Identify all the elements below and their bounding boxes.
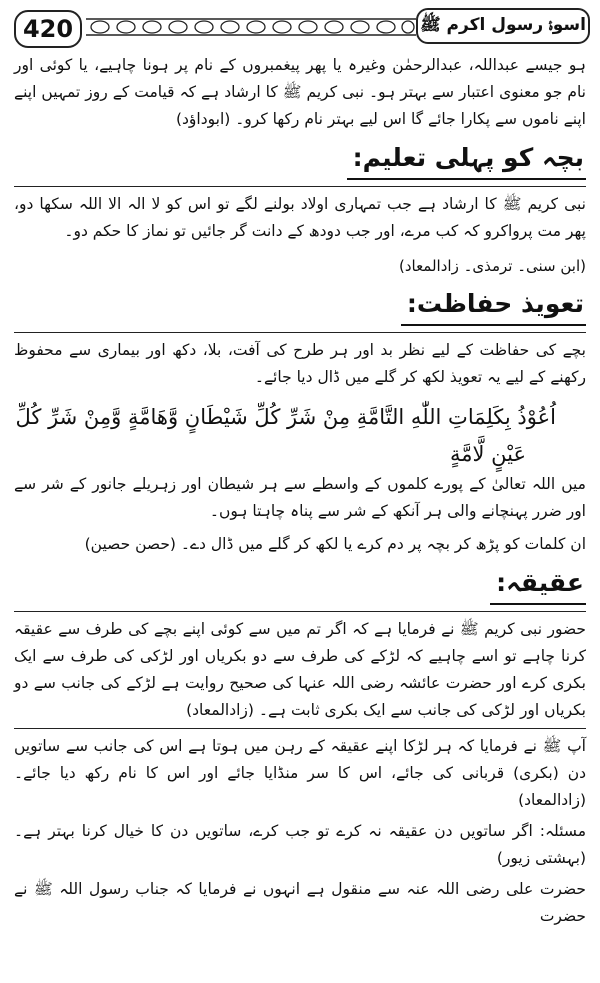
page-content: [14, 52, 586, 930]
decorative-border: [86, 16, 416, 38]
heading-first-lesson: بچہ کو پہلی تعلیم:: [347, 139, 586, 180]
heading-aqiqa: عقیقہ:: [490, 564, 586, 605]
paragraph-aqiqa-1: حضور نبی کریم ﷺ نے فرمایا ہے کہ اگر تم میں سے کوئی اپنے بچے کی طرف سے عقیقہ کرنا چاہے تو اسے چاہیے کہ لڑکے کی طرف سے دو بکریاں اور لڑکی کی طرف سے ایک بکری کرے اور حضرت عائشہ رضی اللہ عنہا کی صحیح روایت ہے لڑکے کی جانب سے دو بکریاں اور لڑکی کی جانب سے ایک بکری ثابت ہے۔ (زادالمعاد): [14, 620, 586, 719]
arabic-dua-line-1: اُعُوْذُ بِكَلِمَاتِ اللّٰهِ التَّامَّةِ مِنْ شَرِّ كُلِّ شَيْطَانٍ وَّهَامَّةٍ وَّمِنْ شَرِّ كُلِّ: [15, 405, 556, 429]
paragraph-aqiqa-3: حضرت علی رضی اللہ عنہ سے منقول ہے انہوں نے فرمایا کہ جناب رسول اللہ ﷺ نے حضرت: [14, 880, 586, 925]
paragraph-names: ہو جیسے عبداللہ، عبدالرحمٰن وغیرہ یا پھر پیغمبروں کے نام پر ہونا چاہیے، یا کوئی اور نام جو معنوی اعتبار سے بہتر ہو۔ نبی کریم ﷺ کا ارشاد ہے کہ قیامت کے روز تمہیں اپنے اپنے ناموں سے پکارا جائے گا اس لیے بہتر نام رکھا کرو۔ (ابوداؤد): [14, 56, 586, 128]
paragraph-instruction: ان کلمات کو پڑھ کر بچہ پر دم کرے یا لکھ کر گلے میں ڈال دے۔ (حصن حصین): [84, 535, 586, 553]
heading-row-first-lesson: [14, 139, 586, 180]
divider: [14, 186, 586, 187]
divider: [14, 332, 586, 333]
paragraph-aqiqa-2: آپ ﷺ نے فرمایا کہ ہر لڑکا اپنے عقیقہ کے رہن میں ہوتا ہے اس کی جانب سے ساتویں دن (بکری) قربانی کی جائے، اس کا سر منڈایا جائے اور اس کا نام رکھ دیا جائے۔ (زادالمعاد): [14, 737, 586, 809]
paragraph-first-lesson: نبی کریم ﷺ کا ارشاد ہے جب تمہاری اولاد بولنے لگے تو اس کو لا الہ الا اللہ سکھا دو، پھر مت پرواکرو کہ کب مرے، اور جب دودھ کے دانت گر جائیں تو نماز کا حکم دو۔: [14, 195, 586, 240]
heading-row-taweez: [14, 285, 586, 326]
divider: [14, 611, 586, 612]
divider: [14, 728, 586, 729]
page-number: 420: [14, 10, 82, 48]
book-title: اسوۂ رسول اکرم ﷺ: [416, 8, 590, 44]
paragraph-masala: مسئلہ: اگر ساتویں دن عقیقہ نہ کرے تو جب کرے، ساتویں دن کا خیال کرنا بہتر ہے۔ (بہشتی زیور): [14, 822, 586, 867]
arabic-dua-line-2: عَيْنٍ لَّامَّةٍ: [449, 442, 526, 466]
paragraph-taweez: بچے کی حفاظت کے لیے نظر بد اور ہر طرح کی آفت، بلا، دکھ اور بیماری سے محفوظ رکھنے کے لیے یہ تعویذ لکھ کر گلے میں ڈال دیا جائے۔: [14, 341, 586, 386]
heading-row-aqiqa: [14, 564, 586, 605]
reference-first-lesson: (ابن سنی۔ ترمذی۔ زادالمعاد): [398, 257, 586, 275]
heading-taweez: تعویذ حفاظت:: [401, 285, 586, 326]
paragraph-translation: میں اللہ تعالیٰ کے پورے کلموں کے واسطے سے ہر شیطان اور زہریلے جانور کے شر سے اور ضرر پہنچانے والی ہر آنکھ کے شر سے پناہ چاہتا ہوں۔: [14, 475, 586, 520]
page-header: [6, 6, 594, 46]
